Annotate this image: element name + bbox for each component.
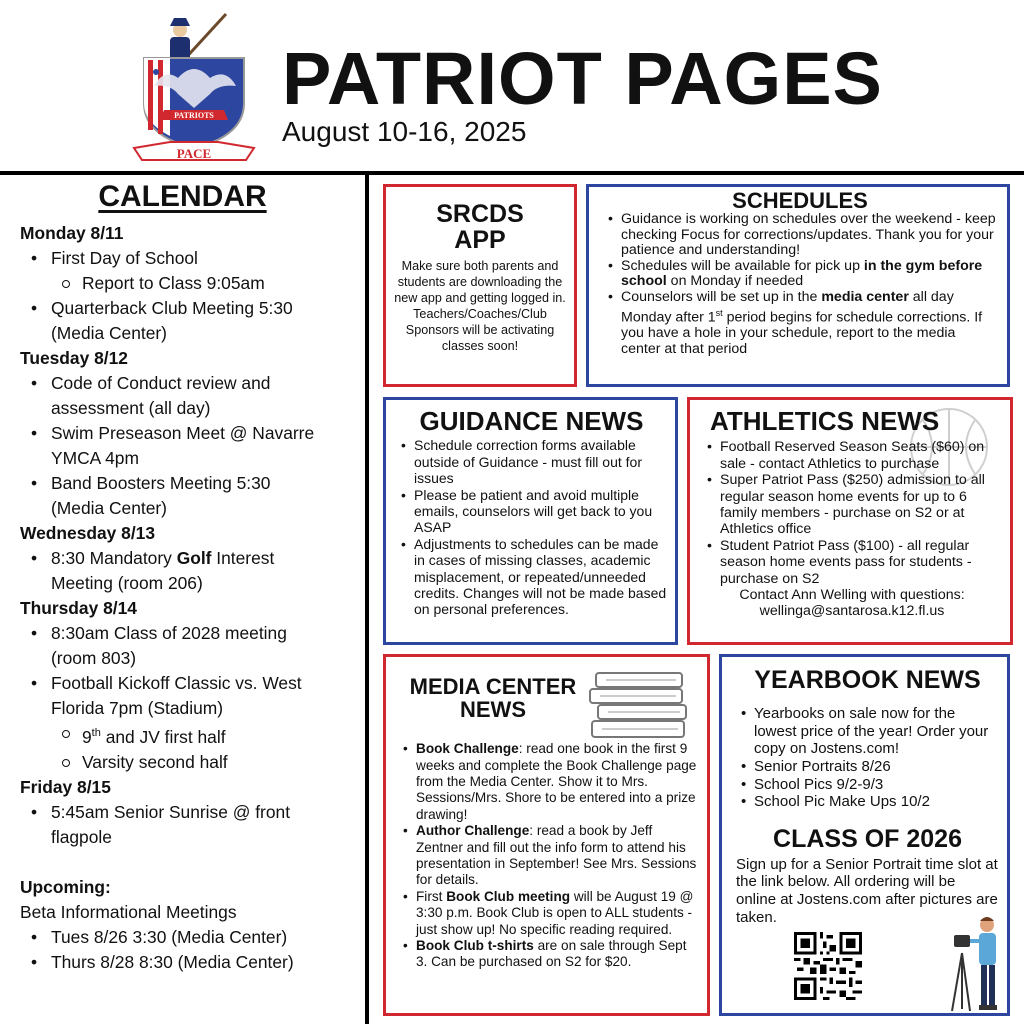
guidance-news-box	[383, 397, 678, 645]
calendar-column	[0, 180, 365, 1024]
calendar-title: CALENDAR	[98, 180, 267, 213]
guidance-item: • Please be patient and avoid multiple emails, counselors will get back to you ASAP	[396, 487, 667, 536]
media-center-item: • Book Club t-shirts are on sale through Sept 3. Can be purchased on S2 for $20.	[398, 938, 699, 971]
calendar-subitem: Report to Class 9:05am	[20, 271, 365, 296]
header	[0, 0, 1024, 172]
athletics-list	[702, 439, 1002, 587]
yearbook-item: • Senior Portraits 8/26	[736, 758, 999, 776]
calendar-day: Monday 8/11	[20, 223, 124, 243]
calendar-list	[20, 621, 365, 775]
svg-text:PACE: PACE	[176, 146, 212, 161]
srcds-body: Make sure both parents and students are downloading the new app and getting logged in. Teachers/Coaches/Club Sponsors will be activating classes soon!	[394, 258, 566, 353]
yearbook-list	[736, 705, 999, 811]
media-center-list	[398, 741, 699, 971]
calendar-item: • 5:45am Senior Sunrise @ front flagpole	[20, 800, 365, 850]
yearbook-item: • School Pic Make Ups 10/2	[736, 793, 999, 811]
upcoming-item: • Thurs 8/28 8:30 (Media Center)	[20, 950, 365, 975]
schedules-item: • Guidance is working on schedules over the weekend - keep checking Focus for corrections/updates. Thank you for your patience and understanding!	[603, 212, 997, 259]
schedules-item: • Schedules will be available for pick up in the gym before school on Monday if needed	[603, 259, 997, 290]
class-of-2026-title: CLASS OF 2026	[773, 824, 962, 853]
calendar-item: • 8:30am Class of 2028 meeting (room 803)	[20, 621, 365, 671]
yearbook-title: YEARBOOK NEWS	[754, 666, 981, 694]
calendar-day: Tuesday 8/12	[20, 348, 128, 368]
guidance-title: GUIDANCE NEWS	[419, 406, 644, 436]
upcoming-list	[20, 925, 365, 975]
media-center-news-box	[383, 654, 710, 1016]
calendar-item: • Code of Conduct review and assessment (all day)	[20, 371, 365, 421]
athletics-item: • Football Reserved Season Seats ($60) on sale - contact Athletics to purchase	[702, 439, 1002, 472]
yearbook-news-box	[719, 654, 1010, 1016]
srcds-title: SRCDS APP	[436, 200, 524, 255]
schedules-list	[603, 212, 997, 357]
schedules-box	[586, 184, 1010, 387]
upcoming-label: Upcoming:	[20, 876, 111, 897]
yearbook-item: • School Pics 9/2-9/3	[736, 776, 999, 794]
guidance-list	[396, 437, 667, 617]
guidance-item: • Adjustments to schedules can be made in cases of missing classes, academic misplacement, or repeated/unneeded credits. Changes will not be made based on personal preferences.	[396, 536, 667, 618]
calendar-item: • Swim Preseason Meet @ Navarre YMCA 4pm	[20, 421, 365, 471]
upcoming-item: • Tues 8/26 3:30 (Media Center)	[20, 925, 365, 950]
calendar-subitem: 9th and JV first half	[20, 721, 365, 750]
calendar-list	[20, 546, 365, 596]
athletics-title: ATHLETICS NEWS	[710, 406, 940, 436]
calendar-item: • Quarterback Club Meeting 5:30 (Media Center)	[20, 296, 365, 346]
svg-text:PATRIOTS: PATRIOTS	[174, 111, 214, 120]
guidance-item: • Schedule correction forms available outside of Guidance - must fill out for issues	[396, 437, 667, 486]
media-center-item: • First Book Club meeting will be August 19 @ 3:30 p.m. Book Club is open to ALL students - just show up! No specific reading required.	[398, 889, 699, 938]
calendar-day: Wednesday 8/13	[20, 523, 156, 543]
media-center-item: • Book Challenge: read one book in the first 9 weeks and complete the Book Challenge page from the Media Center. Show it to Mrs. Sessions/Mrs. Shore to be entered into a prize drawing!	[398, 741, 699, 823]
page-title: PATRIOT PAGES	[282, 37, 883, 120]
upcoming-event: Beta Informational Meetings	[20, 901, 237, 922]
issue-dates: August 10-16, 2025	[282, 116, 527, 147]
athletics-item: • Student Patriot Pass ($100) - all regular season home events pass for students - purchase on S2	[702, 538, 1002, 587]
calendar-list	[20, 800, 365, 850]
calendar-list	[20, 246, 365, 346]
calendar-day: Friday 8/15	[20, 776, 111, 797]
schedules-item: • Counselors will be set up in the media center all day Monday after 1st period begins for schedule corrections. If you have a hole in your schedule, report to the media center at that period	[603, 290, 997, 357]
calendar-item: • Band Boosters Meeting 5:30 (Media Center)	[20, 471, 365, 521]
srcds-app-box	[383, 184, 577, 387]
calendar-item: • Football Kickoff Classic vs. West Florida 7pm (Stadium)	[20, 671, 365, 721]
athletics-email-link[interactable]: wellinga@santarosa.k12.fl.us	[759, 603, 945, 620]
column-divider	[365, 171, 369, 1024]
qr-code-icon[interactable]	[794, 932, 862, 1000]
calendar-item: • 8:30 Mandatory Golf Interest Meeting (room 206)	[20, 546, 365, 596]
athletics-news-box	[687, 397, 1013, 645]
athletics-contact: Contact Ann Welling with questions: wellinga@santarosa.k12.fl.us	[702, 587, 1002, 620]
photographer-icon	[950, 913, 1008, 1013]
calendar-subitem: Varsity second half	[20, 750, 365, 775]
header-divider	[0, 171, 1024, 175]
patriot-logo	[130, 8, 258, 164]
calendar-day: Thursday 8/14	[20, 598, 137, 618]
calendar-list	[20, 371, 365, 521]
media-center-item: • Author Challenge: read a book by Jeff Zentner and fill out the info form to attend his presentation in September! See Mrs. Sessions for details.	[398, 823, 699, 889]
senior-portrait-signup: Sign up for a Senior Portrait time slot at the link below. All ordering will be online at Jostens.com after pictures are taken.	[736, 855, 998, 926]
calendar-item: • First Day of School	[20, 246, 365, 271]
yearbook-item: • Yearbooks on sale now for the lowest price of the year! Order your copy on Jostens.com!	[736, 705, 999, 758]
athletics-item: • Super Patriot Pass ($250) admission to all regular season home events for up to 6 family members - purchase on S2 or at Athletics office	[702, 472, 1002, 538]
books-icon	[586, 667, 694, 747]
schedules-title: SCHEDULES	[732, 188, 868, 213]
media-center-title: MEDIA CENTER NEWS	[409, 674, 577, 723]
